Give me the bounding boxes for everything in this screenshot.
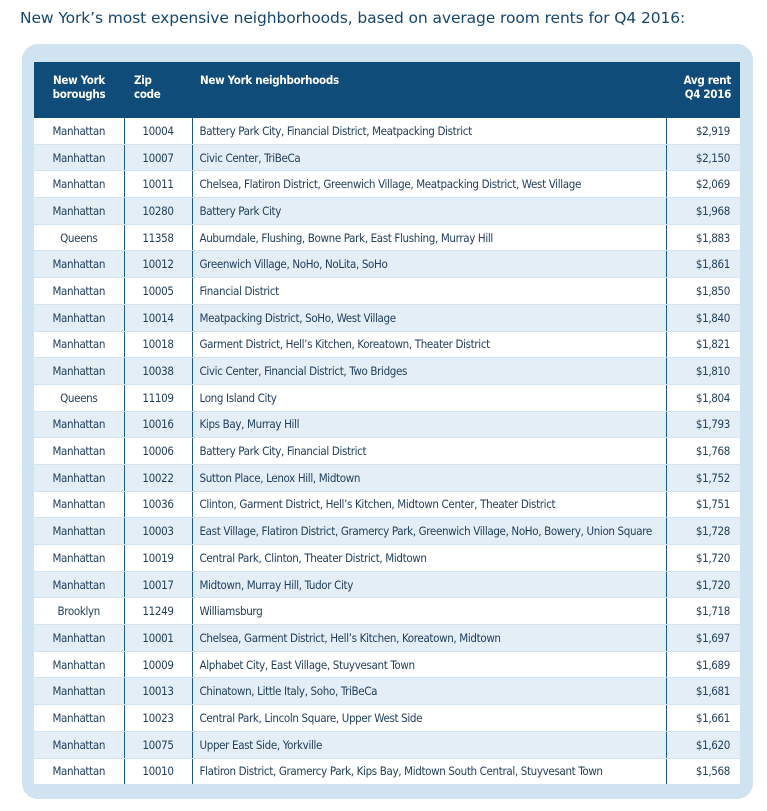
cell-neighborhoods: Auburndale, Flushing, Bowne Park, East Flushing, Murray Hill xyxy=(192,224,666,251)
cell-rent: $1,883 xyxy=(666,224,740,251)
cell-neighborhoods: Civic Center, Financial District, Two Bridges xyxy=(192,358,666,385)
table-row xyxy=(34,358,740,385)
cell-neighborhoods: Sutton Place, Lenox Hill, Midtown xyxy=(192,464,666,491)
table-row xyxy=(34,678,740,705)
cell-zip: 10006 xyxy=(124,438,192,465)
table-row xyxy=(34,438,740,465)
header-rent-line2: Q4 2016 xyxy=(684,87,731,101)
header-borough-line1: New York xyxy=(53,73,105,87)
cell-borough: Manhattan xyxy=(34,198,124,225)
cell-neighborhoods: Midtown, Murray Hill, Tudor City xyxy=(192,571,666,598)
cell-neighborhoods: Long Island City xyxy=(192,384,666,411)
cell-rent: $1,850 xyxy=(666,278,740,305)
cell-zip: 10014 xyxy=(124,304,192,331)
cell-neighborhoods: East Village, Flatiron District, Gramercy Park, Greenwich Village, NoHo, Bowery, Union Square xyxy=(192,518,666,545)
cell-borough: Manhattan xyxy=(34,731,124,758)
cell-borough: Manhattan xyxy=(34,144,124,171)
cell-rent: $1,720 xyxy=(666,545,740,572)
cell-rent: $1,810 xyxy=(666,358,740,385)
cell-neighborhoods: Central Park, Clinton, Theater District, Midtown xyxy=(192,545,666,572)
cell-borough: Queens xyxy=(34,384,124,411)
table-row xyxy=(34,758,740,785)
cell-neighborhoods: Chinatown, Little Italy, Soho, TriBeCa xyxy=(192,678,666,705)
table-row xyxy=(34,651,740,678)
cell-zip: 10012 xyxy=(124,251,192,278)
cell-rent: $1,568 xyxy=(666,758,740,785)
table-body xyxy=(34,118,740,785)
cell-borough: Manhattan xyxy=(34,118,124,144)
cell-neighborhoods: Meatpacking District, SoHo, West Village xyxy=(192,304,666,331)
table-row xyxy=(34,518,740,545)
header-neighborhoods xyxy=(192,62,666,118)
cell-zip: 10018 xyxy=(124,331,192,358)
cell-borough: Manhattan xyxy=(34,331,124,358)
cell-borough: Manhattan xyxy=(34,705,124,732)
cell-neighborhoods: Battery Park City xyxy=(192,198,666,225)
table-row xyxy=(34,278,740,305)
table-row xyxy=(34,598,740,625)
cell-rent: $1,861 xyxy=(666,251,740,278)
cell-neighborhoods: Central Park, Lincoln Square, Upper West Side xyxy=(192,705,666,732)
table-row xyxy=(34,171,740,198)
table-row xyxy=(34,331,740,358)
cell-borough: Manhattan xyxy=(34,491,124,518)
cell-rent: $1,620 xyxy=(666,731,740,758)
cell-neighborhoods: Clinton, Garment District, Hell’s Kitchen, Midtown Center, Theater District xyxy=(192,491,666,518)
cell-borough: Manhattan xyxy=(34,678,124,705)
header-zip-line1: Zip xyxy=(134,73,152,87)
cell-zip: 10036 xyxy=(124,491,192,518)
cell-rent: $1,661 xyxy=(666,705,740,732)
cell-rent: $2,150 xyxy=(666,144,740,171)
cell-zip: 10009 xyxy=(124,651,192,678)
cell-rent: $1,821 xyxy=(666,331,740,358)
cell-rent: $1,720 xyxy=(666,571,740,598)
table-row xyxy=(34,384,740,411)
cell-borough: Manhattan xyxy=(34,304,124,331)
page-title: New York’s most expensive neighborhoods, based on average room rents for Q4 2016: xyxy=(20,9,686,27)
cell-zip: 10011 xyxy=(124,171,192,198)
cell-borough: Manhattan xyxy=(34,411,124,438)
cell-neighborhoods: Greenwich Village, NoHo, NoLita, SoHo xyxy=(192,251,666,278)
cell-rent: $1,681 xyxy=(666,678,740,705)
header-rent-line1: Avg rent xyxy=(683,73,731,87)
table-row xyxy=(34,705,740,732)
cell-neighborhoods: Battery Park City, Financial District xyxy=(192,438,666,465)
cell-zip: 10007 xyxy=(124,144,192,171)
cell-zip: 10010 xyxy=(124,758,192,785)
table-row xyxy=(34,224,740,251)
cell-borough: Manhattan xyxy=(34,251,124,278)
cell-rent: $1,689 xyxy=(666,651,740,678)
cell-rent: $1,718 xyxy=(666,598,740,625)
cell-neighborhoods: Alphabet City, East Village, Stuyvesant Town xyxy=(192,651,666,678)
cell-zip: 10017 xyxy=(124,571,192,598)
header-rent xyxy=(666,62,740,118)
cell-neighborhoods: Civic Center, TriBeCa xyxy=(192,144,666,171)
cell-borough: Manhattan xyxy=(34,651,124,678)
cell-rent: $1,697 xyxy=(666,625,740,652)
cell-neighborhoods: Chelsea, Garment District, Hell’s Kitchen, Koreatown, Midtown xyxy=(192,625,666,652)
cell-neighborhoods: Flatiron District, Gramercy Park, Kips Bay, Midtown South Central, Stuyvesant Town xyxy=(192,758,666,785)
table-row xyxy=(34,251,740,278)
cell-zip: 10038 xyxy=(124,358,192,385)
cell-neighborhoods: Garment District, Hell’s Kitchen, Koreatown, Theater District xyxy=(192,331,666,358)
cell-zip: 11109 xyxy=(124,384,192,411)
cell-zip: 10013 xyxy=(124,678,192,705)
cell-rent: $1,751 xyxy=(666,491,740,518)
cell-neighborhoods: Financial District xyxy=(192,278,666,305)
table-row xyxy=(34,731,740,758)
cell-borough: Manhattan xyxy=(34,571,124,598)
cell-rent: $2,919 xyxy=(666,118,740,144)
cell-borough: Manhattan xyxy=(34,758,124,785)
cell-rent: $1,804 xyxy=(666,384,740,411)
cell-neighborhoods: Chelsea, Flatiron District, Greenwich Village, Meatpacking District, West Village xyxy=(192,171,666,198)
cell-borough: Manhattan xyxy=(34,518,124,545)
cell-rent: $1,768 xyxy=(666,438,740,465)
header-borough xyxy=(34,62,124,118)
cell-rent: $1,752 xyxy=(666,464,740,491)
cell-rent: $1,793 xyxy=(666,411,740,438)
cell-zip: 10075 xyxy=(124,731,192,758)
header-zip-line2: code xyxy=(134,87,161,101)
cell-zip: 10003 xyxy=(124,518,192,545)
table-row xyxy=(34,118,740,144)
header-neighborhoods-line1: New York neighborhoods xyxy=(200,73,339,87)
cell-zip: 11358 xyxy=(124,224,192,251)
cell-neighborhoods: Upper East Side, Yorkville xyxy=(192,731,666,758)
header-zip xyxy=(124,62,192,118)
table-row xyxy=(34,464,740,491)
cell-zip: 10001 xyxy=(124,625,192,652)
cell-borough: Manhattan xyxy=(34,358,124,385)
table-row xyxy=(34,625,740,652)
table-row xyxy=(34,304,740,331)
cell-borough: Manhattan xyxy=(34,438,124,465)
cell-borough: Manhattan xyxy=(34,171,124,198)
cell-zip: 10023 xyxy=(124,705,192,732)
cell-zip: 10280 xyxy=(124,198,192,225)
table-row xyxy=(34,571,740,598)
cell-rent: $1,968 xyxy=(666,198,740,225)
cell-borough: Brooklyn xyxy=(34,598,124,625)
table-row xyxy=(34,491,740,518)
cell-neighborhoods: Williamsburg xyxy=(192,598,666,625)
cell-zip: 10016 xyxy=(124,411,192,438)
cell-borough: Manhattan xyxy=(34,625,124,652)
cell-rent: $1,840 xyxy=(666,304,740,331)
cell-borough: Queens xyxy=(34,224,124,251)
rents-table xyxy=(34,62,740,785)
cell-zip: 10004 xyxy=(124,118,192,144)
cell-borough: Manhattan xyxy=(34,278,124,305)
cell-borough: Manhattan xyxy=(34,545,124,572)
cell-rent: $1,728 xyxy=(666,518,740,545)
cell-borough: Manhattan xyxy=(34,464,124,491)
cell-neighborhoods: Battery Park City, Financial District, Meatpacking District xyxy=(192,118,666,144)
cell-zip: 11249 xyxy=(124,598,192,625)
header-row xyxy=(34,62,740,118)
cell-zip: 10019 xyxy=(124,545,192,572)
table-row xyxy=(34,144,740,171)
cell-zip: 10005 xyxy=(124,278,192,305)
table-row xyxy=(34,411,740,438)
table-row xyxy=(34,198,740,225)
cell-zip: 10022 xyxy=(124,464,192,491)
cell-neighborhoods: Kips Bay, Murray Hill xyxy=(192,411,666,438)
header-borough-line2: boroughs xyxy=(52,87,106,101)
table-row xyxy=(34,545,740,572)
cell-rent: $2,069 xyxy=(666,171,740,198)
